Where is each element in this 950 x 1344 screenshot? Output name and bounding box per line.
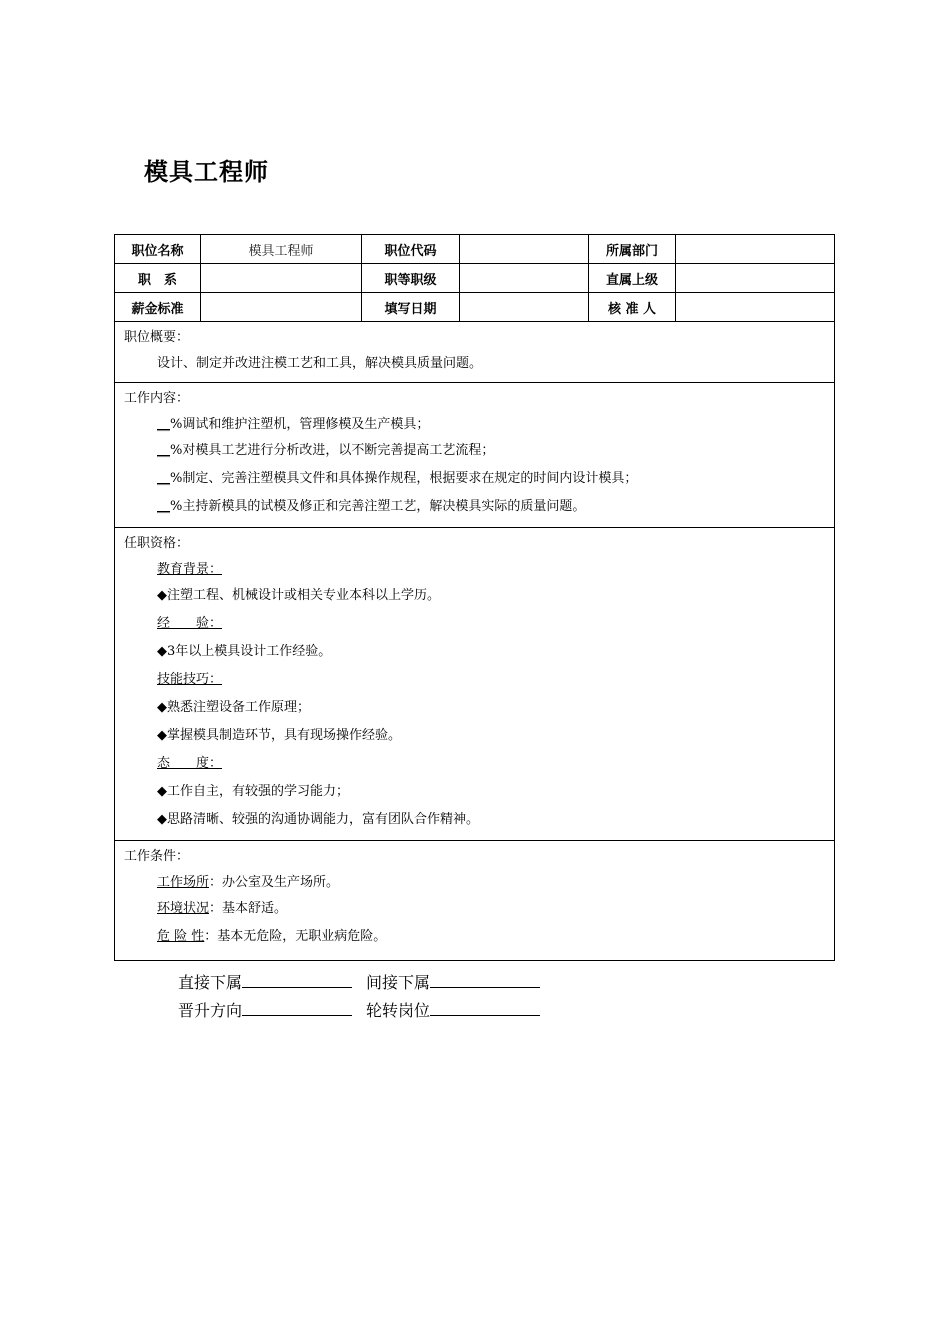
approver-label: 核 准 人	[589, 293, 676, 322]
direct-subordinate-label: 直接下属	[178, 973, 243, 992]
work-section	[115, 383, 835, 528]
rotation-label: 轮转岗位	[366, 1001, 431, 1020]
attitude-label: 态 度：	[157, 756, 223, 771]
environment: 环境状况：基本舒适。	[157, 901, 288, 916]
footer-row-2	[178, 998, 554, 1021]
promotion-label: 晋升方向	[178, 1001, 243, 1020]
job-description-table	[114, 234, 835, 961]
blank-mark: __	[157, 417, 170, 432]
header-row	[115, 293, 835, 322]
education-text: ◆注塑工程、机械设计或相关专业本科以上学历。	[157, 588, 440, 603]
skills-label: 技能技巧：	[157, 672, 223, 687]
footer-row-1	[178, 970, 554, 993]
blank-mark: __	[157, 499, 170, 514]
risk: 危 险 性：基本无危险，无职业病危险。	[157, 929, 387, 944]
blank-mark: __	[157, 443, 170, 458]
overview-section	[115, 322, 835, 383]
qualification-label: 任职资格：	[124, 536, 190, 551]
salary-label: 薪金标准	[115, 293, 201, 322]
list-item: __%主持新模具的试模及修正和完善注塑工艺，解决模具实际的质量问题。	[157, 499, 586, 514]
conditions-label: 工作条件：	[124, 849, 190, 864]
overview-label: 职位概要：	[124, 330, 190, 345]
header-row	[115, 264, 835, 293]
indirect-subordinate-field[interactable]	[430, 973, 540, 988]
promotion-field[interactable]	[242, 1001, 352, 1016]
overview-text: 设计、制定并改进注模工艺和工具，解决模具质量问题。	[157, 356, 483, 371]
direct-subordinate-field[interactable]	[242, 973, 352, 988]
position-name-label: 职位名称	[115, 235, 201, 264]
position-code-value	[460, 235, 589, 264]
department-value	[676, 235, 835, 264]
header-row	[115, 235, 835, 264]
job-family-value	[201, 264, 362, 293]
page-title: 模具工程师	[144, 158, 269, 186]
work-place: 工作场所：办公室及生产场所。	[157, 875, 340, 890]
blank-mark: __	[157, 471, 170, 486]
list-item: __%调试和维护注塑机，管理修模及生产模具；	[157, 417, 430, 432]
supervisor-value	[676, 264, 835, 293]
list-item: ◆熟悉注塑设备工作原理；	[157, 700, 310, 715]
grade-value	[460, 264, 589, 293]
grade-label: 职等职级	[362, 264, 460, 293]
list-item: __%对模具工艺进行分析改进，以不断完善提高工艺流程；	[157, 443, 495, 458]
indirect-subordinate-label: 间接下属	[366, 973, 431, 992]
rotation-field[interactable]	[430, 1001, 540, 1016]
job-family-label: 职 系	[115, 264, 201, 293]
position-name-value: 模具工程师	[201, 235, 362, 264]
fill-date-label: 填写日期	[362, 293, 460, 322]
approver-value	[676, 293, 835, 322]
education-label: 教育背景：	[157, 562, 223, 577]
list-item: __%制定、完善注塑模具文件和具体操作规程，根据要求在规定的时间内设计模具；	[157, 471, 638, 486]
list-item: ◆掌握模具制造环节，具有现场操作经验。	[157, 728, 401, 743]
list-item: ◆思路清晰、较强的沟通协调能力，富有团队合作精神。	[157, 812, 479, 827]
work-label: 工作内容：	[124, 391, 190, 406]
department-label: 所属部门	[589, 235, 676, 264]
conditions-section	[115, 841, 835, 961]
fill-date-value	[460, 293, 589, 322]
list-item: ◆工作自主，有较强的学习能力；	[157, 784, 349, 799]
salary-value	[201, 293, 362, 322]
supervisor-label: 直属上级	[589, 264, 676, 293]
experience-text: ◆3年以上模具设计工作经验。	[157, 644, 332, 659]
position-code-label: 职位代码	[362, 235, 460, 264]
experience-label: 经 验：	[157, 616, 223, 631]
qualification-section	[115, 528, 835, 841]
